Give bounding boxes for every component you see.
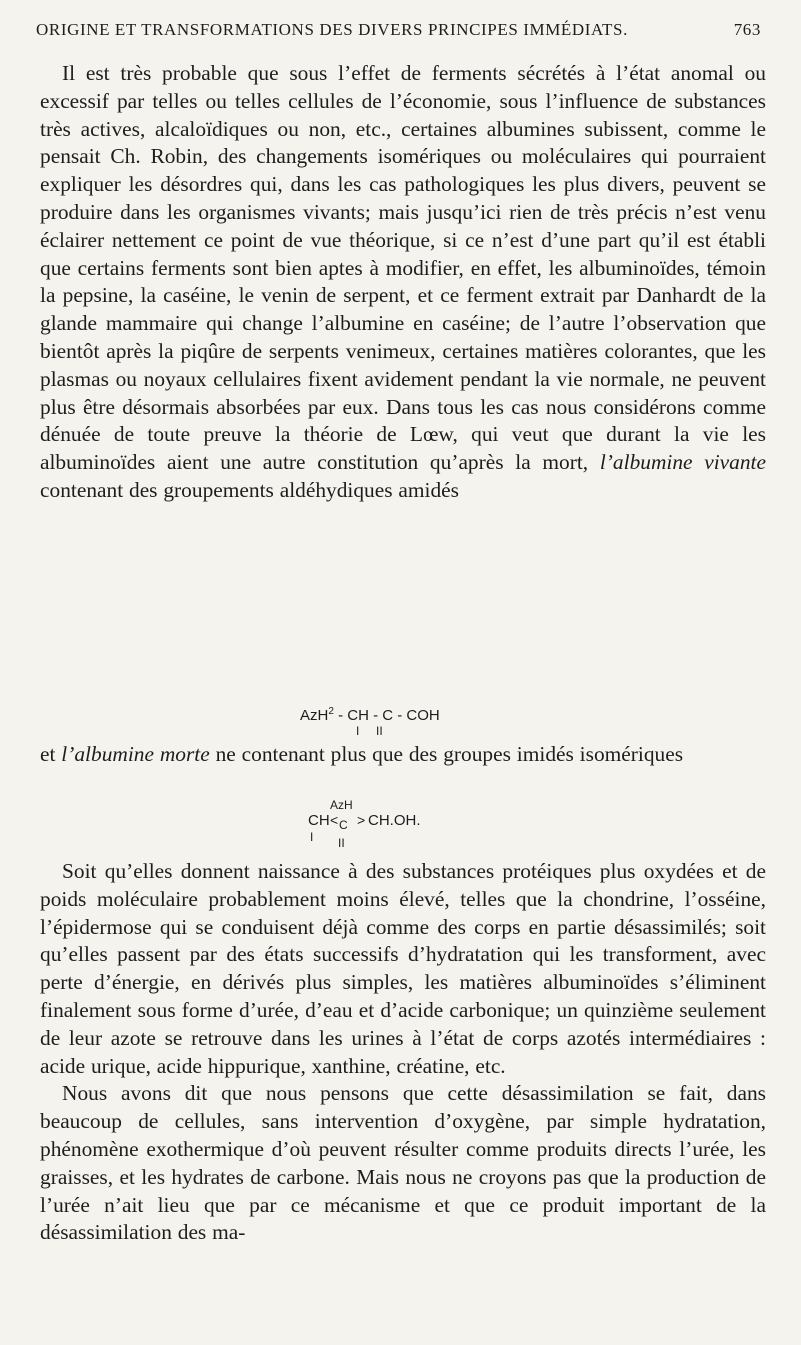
paragraph-2-lead: et [40, 742, 56, 766]
paragraph-2-text: ne contenant plus que des groupes imidés isomériques [215, 742, 684, 766]
formula-2-right: CH.OH. [368, 812, 421, 829]
formula-2-top: AzH [330, 798, 353, 812]
formula-aldehydique [300, 706, 440, 724]
paragraph-1-text: Il est très probable que sous l’effet de ferments sécrétés à l’état anomal ou excessif par telles ou telles cellules de l’économie, sous l’influence de substances très actives, alcaloïdiques ou non, etc., certaines albumines subissent, comme le pensait Ch. Robin, des changements isomériques ou moléculaires qui pourraient expliquer les désordres qui, dans les cas pathologiques les plus divers, peuvent se produire dans les organismes vivants; mais jusqu’ici rien de très précis n’est venu éclairer nettement ce point de vue théorique, si ce n’est d’une part qu’il est établi que certains ferments sont bien aptes à modifier, en effet, les albuminoïdes, témoin la pepsine, la caséine, le venin de serpent, et ce ferment extrait par Danhardt de la glande mammaire qui change l’albumine en caséine; de l’autre l’observation que bientôt après la piqûre de serpents venimeux, certaines matières colorantes, que les plasmas ou noyaux cellulaires fixent avidement pendant la vie normale, ne peuvent plus être désormais absorbées par eux. Dans tous les cas nous considérons comme dénuée de toute preuve la théorie de Lœw, qui veut que durant la vie les albuminoïdes aient une autre constitution qu’après la mort, [40, 61, 766, 475]
running-head [36, 20, 761, 46]
formula-1-left: AzH [300, 707, 329, 724]
page-number: 763 [733, 20, 761, 39]
formula-2-bottom: C [339, 818, 348, 832]
formula-1-bonds: I II [356, 724, 383, 738]
paragraph-4-text: Nous avons dit que nous pensons que cette désassimilation se fait, dans beaucoup de cellules, sans intervention d’oxygène, par simple hydratation, phénomène exothermique d’où peuvent résulter comme produits directs l’urée, les graisses, et les hydrates de carbone. Mais nous ne croyons pas que la production de l’urée n’ait lieu que par ce mécanisme et que ce produit important de la désassimilation des ma- [40, 1081, 766, 1245]
book-page: ORIGINE ET TRANSFORMATIONS DES DIVERS PRINCIPES IMMÉDIATS. 763 Il est très probable que sous l’effet de ferments sécrétés à l’état anomal ou excessif par telles ou telles cellules de l’économie, sous l’influence de substances très actives, alcaloïdiques ou non, etc., certaines albumines subissent, comme le pensait Ch. Robin, des changements isomériques ou moléculaires qui pourraient expliquer les désordres qui, dans les cas pathologiques les plus divers, peuvent se produire dans les organismes vivants; mais jusqu’ici rien de très précis n’est venu éclairer nettement ce point de vue théorique, si ce n’est d’une part qu’il est établi que certains ferments sont bien aptes à modifier, en effet, les albuminoïdes, témoin la pepsine, la caséine, le venin de serpent, et ce ferment extrait par Danhardt de la glande mammaire qui change l’albumine en caséine; de l’autre l’observation que bientôt après la piqûre de serpents venimeux, certaines matières colorantes, que les plasmas ou noyaux cellulaires fixent avidement pendant la vie normale, ne peuvent plus être désormais absorbées par eux. Dans tous les cas nous considérons comme dénuée de toute preuve la théorie de Lœw, qui veut que durant la vie les albuminoïdes aient une autre constitution qu’après la mort, l’albumine vivante contenant des groupements aldéhydiques amidés AzH$^2$ - CH - C - COH I II et l’albumine morte ne contenant plus que des groupes imidés isomériques CH AzH < > C CH.OH. I II Soit qu’elles donnent naissance à des substances protéiques plus oxydées et de poids moléculaire probablement moins élevé, telles que la chondrine, l’osséine, l’épidermose qui se conduisent déjà comme des corps en partie désassimilés; soit qu’elles passent par des états successifs d’hydratation qui les transforment, avec perte d’énergie, en dérivés plus simples, les matières albuminoïdes s’éliminent finalement sous forme d’urée, d’eau et d’acide carbonique; un quinzième seulement de leur azote se retrouve dans les urines à l’état de corps azotés intermédiaires : acide urique, acide hippurique, xanthine, créatine, etc. Nous avons dit que nous pensons que cette désassimilation se fait, dans beaucoup de cellules, sans intervention d’oxygène, par simple hydratation, phénomène exothermique d’où peuvent résulter comme produits directs l’urée, les graisses, et les hydrates de carbone. Mais nous ne croyons pas que la production de l’urée n’ait lieu que par ce mécanisme et que ce produit important de la désassimilation des ma- [0, 0, 801, 1345]
formula-2-bond-left: I [310, 830, 314, 844]
formula-1-right: - CH - C - COH [333, 707, 440, 724]
paragraph-1-tail: contenant des groupements aldéhydiques amidés [40, 477, 460, 502]
albumine-vivante: l’albumine vivante [599, 450, 766, 475]
paragraph-3-text: Soit qu’elles donnent naissance à des substances protéiques plus oxydées et de poids moléculaire probablement moins élevé, telles que la chondrine, l’osséine, l’épidermose qui se conduisent déjà comme des corps en partie désassimilés; soit qu’elles passent par des états successifs d’hydratation qui les transforment, avec perte d’énergie, en dérivés plus simples, les matières albuminoïdes s’éliminent finalement sous forme d’urée, d’eau et d’acide carbonique; un quinzième seulement de leur azote se retrouve dans les urines à l’état de corps azotés intermédiaires : acide urique, acide hippurique, xanthine, créatine, etc. [40, 859, 766, 1078]
albumine-morte: l’albumine morte [61, 742, 210, 766]
formula-1-sup: 2 [328, 706, 334, 717]
paragraph-3 [40, 858, 766, 1247]
paragraph-1 [40, 60, 766, 505]
formula-2-left: CH [308, 812, 330, 829]
running-head-title: ORIGINE ET TRANSFORMATIONS DES DIVERS PRINCIPES IMMÉDIATS. [36, 20, 628, 39]
formula-2-bond-c: II [338, 836, 345, 850]
paragraph-2 [40, 741, 766, 769]
